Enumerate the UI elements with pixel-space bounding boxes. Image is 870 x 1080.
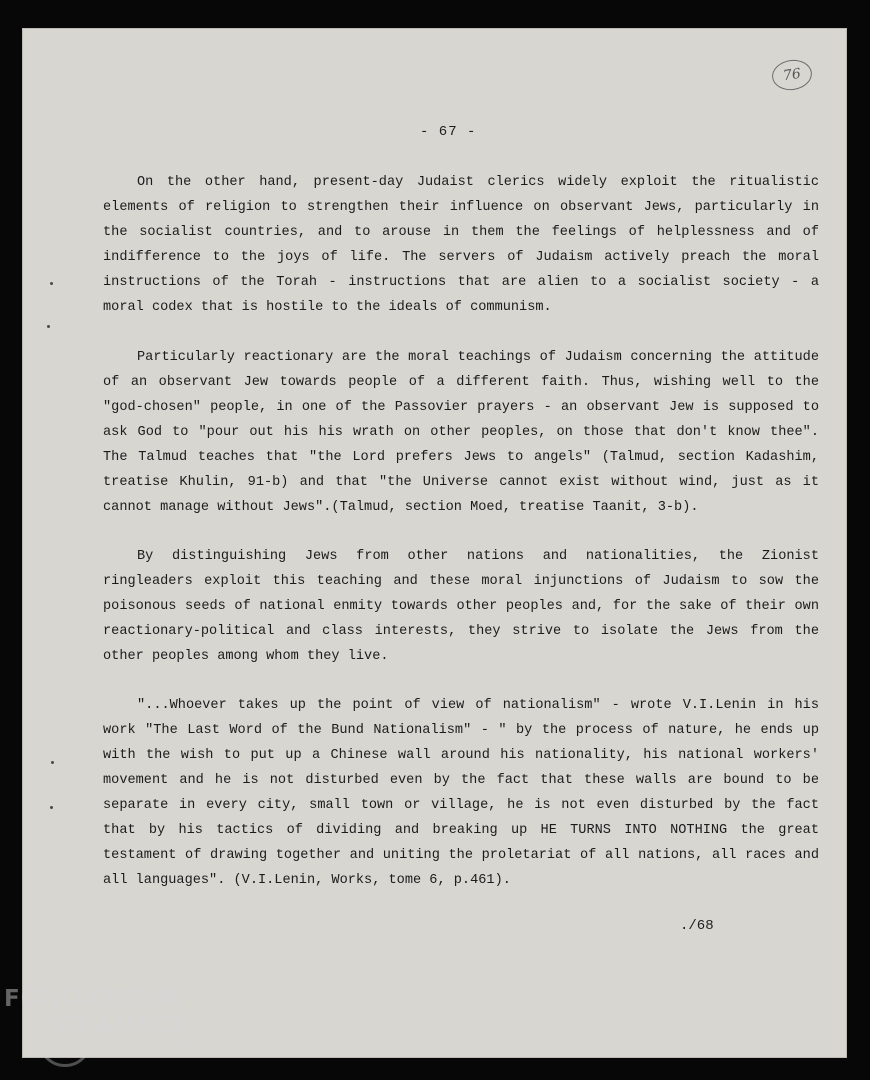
next-page-reference: ./68 <box>680 918 714 934</box>
margin-mark <box>51 761 54 764</box>
margin-mark <box>47 325 50 328</box>
watermark-line-2: GRAMSCI <box>56 1013 183 1039</box>
watermark-logo <box>4 985 203 1051</box>
paragraph-2-text: Particularly reactionary are the moral teachings of Judaism concerning the attitude of an observant Jew towards people of a different faith. Thus, wishing well to the "god-chosen" people, in one of the Passovier prayers - an observant Jew is supposed to ask God to "pour out his his wrath on other peoples, on those that don't know thee". The Talmud teaches that "the Lord prefers Jews to angels" (Talmud, section Kadashim, treatise Khulin, 91-b) and that "the Universe cannot exist without wind, just as it cannot manage without Jews".(Talmud, section Moed, treatise Taanit, 3-b). <box>103 350 819 515</box>
page-number: - 67 - <box>420 124 477 140</box>
paragraph-1-text: On the other hand, present-day Judaist clerics widely exploit the ritualistic elements of religion to strengthen their influence on observant Jews, particularly in the socialist countries, and to arouse in them the feelings of helplessness and of indifference to the joys of life. The servers of Judaism actively preach the moral instructions of the Torah - instructions that are alien to a socialist society - a moral codex that is hostile to the ideals of communism. <box>103 175 819 315</box>
paragraph-2 <box>103 345 819 520</box>
paragraph-3-text: By distinguishing Jews from other nations and nationalities, the Zionist ringleaders exploit this teaching and these moral injunctions of Judaism to sow the poisonous seeds of national enmity towards other peoples and, for the sake of their own reactionary-political and class interests, they strive to isolate the Jews from the other peoples among whom they live. <box>103 549 819 664</box>
paragraph-3 <box>103 544 819 669</box>
paragraph-4-text: "...Whoever takes up the point of view of nationalism" - wrote V.I.Lenin in his work "The Last Word of the Bund Nationalism" - " by the process of nature, he ends up with the wish to put up a Chinese wall around his nationality, his national workers' movement and he is not disturbed even by the fact that these walls are bound to be separate in every city, small town or village, he is not even disturbed by the fact that by his tactics of dividing and breaking up HE TURNS INTO NOTHING the great testament of drawing together and uniting the proletariat of all nations, all races and all languages". (V.I.Lenin, Works, tome 6, p.461). <box>103 698 819 888</box>
archive-page-stamp: 76 <box>770 57 814 92</box>
watermark-line-1: FONDAZIONE <box>4 986 186 1012</box>
watermark-line-3: onlus <box>176 1039 203 1050</box>
paragraph-1 <box>103 170 819 320</box>
margin-mark <box>50 806 53 809</box>
paragraph-4 <box>103 693 819 893</box>
margin-mark <box>50 282 53 285</box>
watermark-circle-icon <box>38 1013 92 1067</box>
